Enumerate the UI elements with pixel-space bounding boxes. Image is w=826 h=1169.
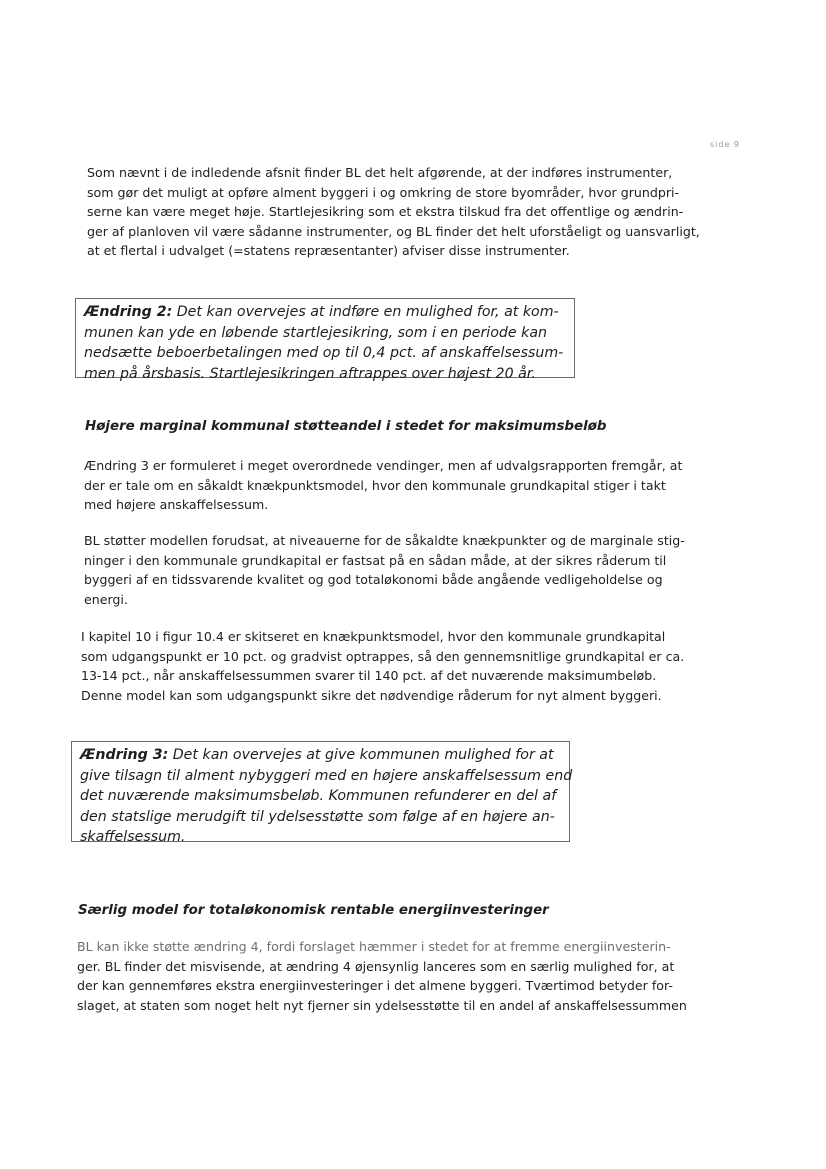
amendment-label: Ændring 3: xyxy=(80,747,169,763)
text-line: I kapitel 10 i figur 10.4 er skitseret en knækpunktsmodel, hvor den kommunale grundkapital xyxy=(81,629,666,644)
text-line: Som nævnt i de indledende afsnit finder BL det helt afgørende, at der indføres instrumenter, xyxy=(87,165,673,180)
paragraph-intro xyxy=(87,163,700,261)
text-line: som gør det muligt at opføre alment byggeri i og omkring de store byområder, hvor grundpri- xyxy=(87,184,680,200)
text-line: ninger i den kommunale grundkapital er fastsat på en sådan måde, at der sikres råderum til xyxy=(84,552,667,568)
amendment-text: Det kan overvejes at give kommunen mulighed for at xyxy=(168,747,554,763)
amendment-text: skaffelsessum. xyxy=(80,829,186,846)
amendment-text: Det kan overvejes at indføre en mulighed for, at kom- xyxy=(172,304,559,320)
page-number: side 9 xyxy=(709,140,740,149)
amendment-text: nedsætte beboerbetalingen med op til 0,4 pct. af anskaffelsessum- xyxy=(84,345,564,362)
amendment-label: Ændring 2: xyxy=(84,304,173,320)
text-line: energi. xyxy=(84,591,128,607)
text-line: BL kan ikke støtte ændring 4, fordi forslaget hæmmer i stedet for at fremme energiinvesterin- xyxy=(77,939,671,954)
paragraph xyxy=(77,937,687,1015)
amendment-text: det nuværende maksimumsbeløb. Kommunen refunderer en del af xyxy=(80,788,557,805)
text-line: ger af planloven vil være sådanne instrumenter, og BL finder det helt uforståeligt og uansvarligt, xyxy=(87,223,700,239)
paragraph xyxy=(84,456,682,515)
text-line: der er tale om en såkaldt knækpunktsmodel, hvor den kommunale grundkapital stiger i takt xyxy=(84,477,666,493)
paragraph xyxy=(81,627,684,705)
text-line: serne kan være meget høje. Startlejesikring som et ekstra tilskud fra det offentlige og ændrin- xyxy=(87,204,684,219)
text-line: Denne model kan som udgangspunkt sikre det nødvendige råderum for nyt alment byggeri. xyxy=(81,687,662,703)
text-line: slaget, at staten som noget helt nyt fjerner sin ydelsesstøtte til en andel af anskaffelsessummen xyxy=(77,997,687,1013)
section-heading: Særlig model for totaløkonomisk rentable energiinvesteringer xyxy=(78,903,549,918)
amendment-text: men på årsbasis. Startlejesikringen aftrappes over højest 20 år. xyxy=(84,365,536,382)
text-line: ger. BL finder det misvisende, at ændring 4 øjensynlig lanceres som en særlig mulighed for, at xyxy=(77,958,675,974)
text-line: som udgangspunkt er 10 pct. og gradvist optrappes, så den gennemsnitlige grundkapital er ca. xyxy=(81,648,685,664)
text-line: byggeri af en tidssvarende kvalitet og god totaløkonomi både angående vedligeholdelse og xyxy=(84,572,663,587)
text-line: der kan gennemføres ekstra energiinvesteringer i det almene byggeri. Tværtimod betyder for- xyxy=(77,978,673,993)
text-line: Ændring 3 er formuleret i meget overordnede vendinger, men af udvalgsrapporten fremgår, at xyxy=(84,458,683,473)
text-line: 13-14 pct., når anskaffelsessummen svarer til 140 pct. af det nuværende maksimumbeløb. xyxy=(81,668,657,683)
text-line: BL støtter modellen forudsat, at niveauerne for de såkaldte knækpunkter og de marginale stig- xyxy=(84,533,685,548)
text-line: at et flertal i udvalget (=statens repræsentanter) afviser disse instrumenter. xyxy=(87,243,570,258)
paragraph xyxy=(84,531,685,609)
amendment-text: munen kan yde en løbende startlejesikring, som i en periode kan xyxy=(84,324,548,341)
amendment-text: give tilsagn til alment nybyggeri med en højere anskaffelsessum end xyxy=(80,767,573,784)
section-heading: Højere marginal kommunal støtteandel i stedet for maksimumsbeløb xyxy=(85,419,607,434)
amendment-text: den statslige merudgift til ydelsesstøtte som følge af en højere an- xyxy=(80,808,555,825)
amendment-box-2 xyxy=(75,298,575,382)
amendment-box-3 xyxy=(71,741,573,846)
text-line: med højere anskaffelsessum. xyxy=(84,497,269,512)
